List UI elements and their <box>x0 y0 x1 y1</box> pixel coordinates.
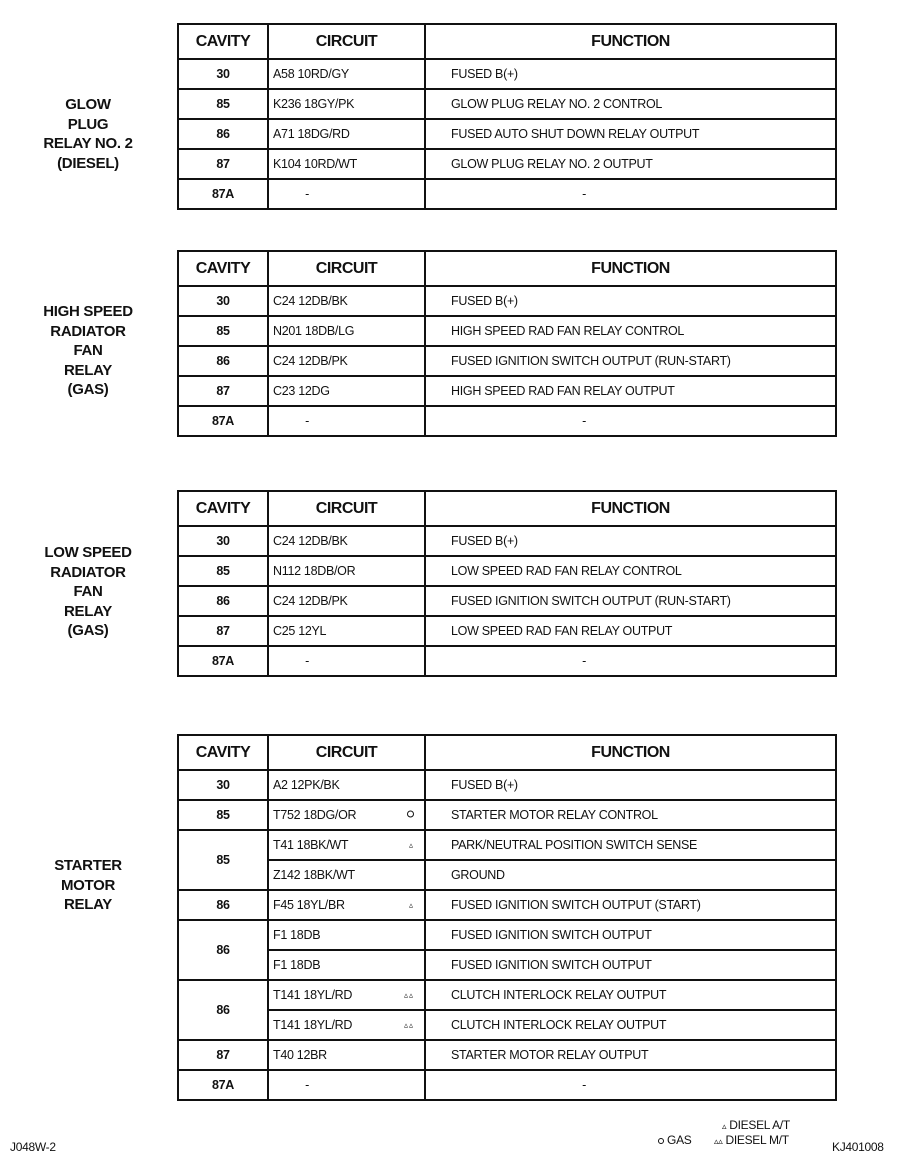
label-line: RADIATOR <box>50 322 126 340</box>
table-row <box>178 556 836 586</box>
glow-plug-relay-table <box>177 23 837 210</box>
function-cell: FUSED IGNITION SWITCH OUTPUT (RUN-START) <box>425 586 836 616</box>
diesel-at-triangle-icon: ▵ <box>408 900 414 910</box>
circuit-cell: A71 18DG/RD <box>268 119 425 149</box>
circuit-cell: K236 18GY/PK <box>268 89 425 119</box>
circuit-cell: T40 12BR <box>268 1040 425 1070</box>
function-header: FUNCTION <box>425 251 836 286</box>
header-row <box>178 735 836 770</box>
empty-function: - <box>582 187 586 201</box>
circuit-cell: C24 12DB/BK <box>268 526 425 556</box>
cavity-cell: 86 <box>178 586 268 616</box>
cavity-cell: 85 <box>178 316 268 346</box>
table-row <box>178 646 836 676</box>
header-row <box>178 24 836 59</box>
table-row <box>178 890 836 920</box>
circuit-cell: F1 18DB <box>268 950 425 980</box>
table-row <box>178 800 836 830</box>
circuit-header: CIRCUIT <box>268 491 425 526</box>
figure-code-left: J048W-2 <box>10 1140 56 1154</box>
function-cell: LOW SPEED RAD FAN RELAY CONTROL <box>425 556 836 586</box>
legend-diesel-at-text: DIESEL A/T <box>729 1118 790 1132</box>
cavity-header: CAVITY <box>178 251 268 286</box>
empty-function: - <box>582 414 586 428</box>
circuit-cell <box>268 800 425 830</box>
gas-circle-icon <box>407 811 414 820</box>
table-label-low-speed-fan <box>20 543 156 641</box>
cavity-cell: 85 <box>178 800 268 830</box>
function-cell <box>425 1070 836 1100</box>
function-cell: FUSED IGNITION SWITCH OUTPUT <box>425 920 836 950</box>
label-line: MOTOR <box>60 876 116 894</box>
label-line: GLOW <box>65 96 111 113</box>
function-cell: CLUTCH INTERLOCK RELAY OUTPUT <box>425 980 836 1010</box>
function-cell: FUSED B(+) <box>425 59 836 89</box>
table-row <box>178 316 836 346</box>
figure-code-right: KJ401008 <box>832 1140 884 1154</box>
function-header: FUNCTION <box>425 735 836 770</box>
table-row <box>178 526 836 556</box>
cavity-header: CAVITY <box>178 735 268 770</box>
function-cell: STARTER MOTOR RELAY CONTROL <box>425 800 836 830</box>
cavity-cell: 87 <box>178 376 268 406</box>
high-speed-fan-relay-table <box>177 250 837 437</box>
double-triangle-icon: ▵▵ <box>714 1136 723 1146</box>
cavity-cell: 30 <box>178 526 268 556</box>
cavity-header: CAVITY <box>178 491 268 526</box>
cavity-cell: 86 <box>178 346 268 376</box>
cavity-cell: 86 <box>178 980 268 1040</box>
table-row <box>178 950 836 980</box>
circuit-cell: C24 12DB/PK <box>268 346 425 376</box>
cavity-cell: 30 <box>178 286 268 316</box>
header-row <box>178 251 836 286</box>
low-speed-fan-relay-table <box>177 490 837 677</box>
circuit-cell <box>268 1070 425 1100</box>
table-row <box>178 286 836 316</box>
cavity-cell: 87 <box>178 1040 268 1070</box>
circuit-header: CIRCUIT <box>268 735 425 770</box>
circuit-cell: K104 10RD/WT <box>268 149 425 179</box>
function-header: FUNCTION <box>425 24 836 59</box>
table-row <box>178 770 836 800</box>
circuit-cell: C25 12YL <box>268 616 425 646</box>
circuit-text: T141 18YL/RD <box>273 1018 353 1032</box>
label-line: (GAS) <box>67 622 109 639</box>
function-cell: FUSED IGNITION SWITCH OUTPUT (START) <box>425 890 836 920</box>
cavity-cell: 30 <box>178 770 268 800</box>
label-line: RELAY NO. 2 <box>43 135 133 152</box>
function-cell: FUSED B(+) <box>425 770 836 800</box>
cavity-cell: 87A <box>178 406 268 436</box>
table-row <box>178 149 836 179</box>
circuit-header: CIRCUIT <box>268 251 425 286</box>
function-cell: FUSED B(+) <box>425 526 836 556</box>
header-row <box>178 491 836 526</box>
legend-gas <box>658 1133 692 1147</box>
circuit-cell: Z142 18BK/WT <box>268 860 425 890</box>
function-cell: HIGH SPEED RAD FAN RELAY OUTPUT <box>425 376 836 406</box>
table-row <box>178 860 836 890</box>
starter-motor-relay-table <box>177 734 837 1101</box>
label-line: RELAY <box>64 896 112 913</box>
circuit-header: CIRCUIT <box>268 24 425 59</box>
table-row <box>178 1010 836 1040</box>
function-cell: FUSED B(+) <box>425 286 836 316</box>
cavity-cell: 30 <box>178 59 268 89</box>
circuit-cell <box>268 1010 425 1040</box>
legend-gas-text: GAS <box>667 1133 692 1147</box>
label-line: LOW SPEED <box>44 544 132 561</box>
function-cell: FUSED IGNITION SWITCH OUTPUT (RUN-START) <box>425 346 836 376</box>
table-label-high-speed-fan <box>20 302 156 400</box>
cavity-cell: 86 <box>178 890 268 920</box>
cavity-cell: 85 <box>178 830 268 890</box>
table-label-starter-motor <box>20 856 156 915</box>
legend-diesel-at <box>722 1118 790 1132</box>
circuit-text: T752 18DG/OR <box>273 808 357 822</box>
function-cell <box>425 646 836 676</box>
cavity-cell: 85 <box>178 556 268 586</box>
table-row <box>178 179 836 209</box>
table-row <box>178 920 836 950</box>
function-cell: CLUTCH INTERLOCK RELAY OUTPUT <box>425 1010 836 1040</box>
diesel-at-triangle-icon: ▵ <box>408 840 414 850</box>
cavity-cell: 87A <box>178 1070 268 1100</box>
cavity-cell: 86 <box>178 119 268 149</box>
table-row <box>178 89 836 119</box>
label-line: STARTER <box>54 857 122 874</box>
cavity-cell: 87 <box>178 149 268 179</box>
circle-icon <box>658 1138 664 1144</box>
circuit-cell: C24 12DB/PK <box>268 586 425 616</box>
table-row <box>178 406 836 436</box>
cavity-cell: 87A <box>178 179 268 209</box>
legend-diesel-mt <box>714 1133 789 1147</box>
label-line: RELAY <box>64 602 112 620</box>
triangle-icon: ▵ <box>722 1121 727 1131</box>
label-line: (DIESEL) <box>57 154 119 172</box>
table-row <box>178 980 836 1010</box>
function-cell: GROUND <box>425 860 836 890</box>
empty-circuit: - <box>305 654 309 668</box>
circuit-cell: A2 12PK/BK <box>268 770 425 800</box>
diesel-mt-triangle-icon: ▵▵ <box>403 1020 414 1030</box>
circuit-cell <box>268 646 425 676</box>
label-line: FAN <box>73 342 103 359</box>
circuit-cell <box>268 980 425 1010</box>
empty-circuit: - <box>305 414 309 428</box>
function-header: FUNCTION <box>425 491 836 526</box>
function-cell <box>425 406 836 436</box>
circuit-cell: N201 18DB/LG <box>268 316 425 346</box>
circuit-cell <box>268 830 425 860</box>
circuit-cell: N112 18DB/OR <box>268 556 425 586</box>
legend-diesel-mt-text: DIESEL M/T <box>725 1133 789 1147</box>
function-cell: LOW SPEED RAD FAN RELAY OUTPUT <box>425 616 836 646</box>
function-cell: GLOW PLUG RELAY NO. 2 CONTROL <box>425 89 836 119</box>
label-line: HIGH SPEED <box>43 303 133 320</box>
circuit-text: T141 18YL/RD <box>273 988 353 1002</box>
function-cell: FUSED AUTO SHUT DOWN RELAY OUTPUT <box>425 119 836 149</box>
table-row <box>178 119 836 149</box>
empty-circuit: - <box>305 187 309 201</box>
label-line: FAN <box>73 583 103 600</box>
circuit-cell <box>268 179 425 209</box>
circuit-cell: C24 12DB/BK <box>268 286 425 316</box>
table-row <box>178 616 836 646</box>
table-row <box>178 1040 836 1070</box>
cavity-cell: 87 <box>178 616 268 646</box>
empty-function: - <box>582 654 586 668</box>
table-label-glow-plug <box>20 95 156 173</box>
circuit-cell: A58 10RD/GY <box>268 59 425 89</box>
function-cell: HIGH SPEED RAD FAN RELAY CONTROL <box>425 316 836 346</box>
empty-function: - <box>582 1078 586 1092</box>
function-cell: PARK/NEUTRAL POSITION SWITCH SENSE <box>425 830 836 860</box>
cavity-cell: 87A <box>178 646 268 676</box>
circuit-cell <box>268 406 425 436</box>
table-row <box>178 346 836 376</box>
table-row <box>178 586 836 616</box>
circuit-text: T41 18BK/WT <box>273 838 349 852</box>
function-cell: STARTER MOTOR RELAY OUTPUT <box>425 1040 836 1070</box>
empty-circuit: - <box>305 1078 309 1092</box>
circuit-cell: F1 18DB <box>268 920 425 950</box>
label-line: RELAY <box>64 361 112 379</box>
cavity-cell: 86 <box>178 920 268 980</box>
label-line: PLUG <box>67 115 109 133</box>
function-cell <box>425 179 836 209</box>
cavity-cell: 85 <box>178 89 268 119</box>
label-line: (GAS) <box>67 381 109 398</box>
function-cell: GLOW PLUG RELAY NO. 2 OUTPUT <box>425 149 836 179</box>
cavity-header: CAVITY <box>178 24 268 59</box>
table-row <box>178 59 836 89</box>
function-cell: FUSED IGNITION SWITCH OUTPUT <box>425 950 836 980</box>
circuit-cell: C23 12DG <box>268 376 425 406</box>
circuit-cell <box>268 890 425 920</box>
label-line: RADIATOR <box>50 563 126 581</box>
circuit-text: F45 18YL/BR <box>273 898 345 912</box>
table-row <box>178 376 836 406</box>
table-row <box>178 830 836 860</box>
diesel-mt-triangle-icon: ▵▵ <box>403 990 414 1000</box>
table-row <box>178 1070 836 1100</box>
